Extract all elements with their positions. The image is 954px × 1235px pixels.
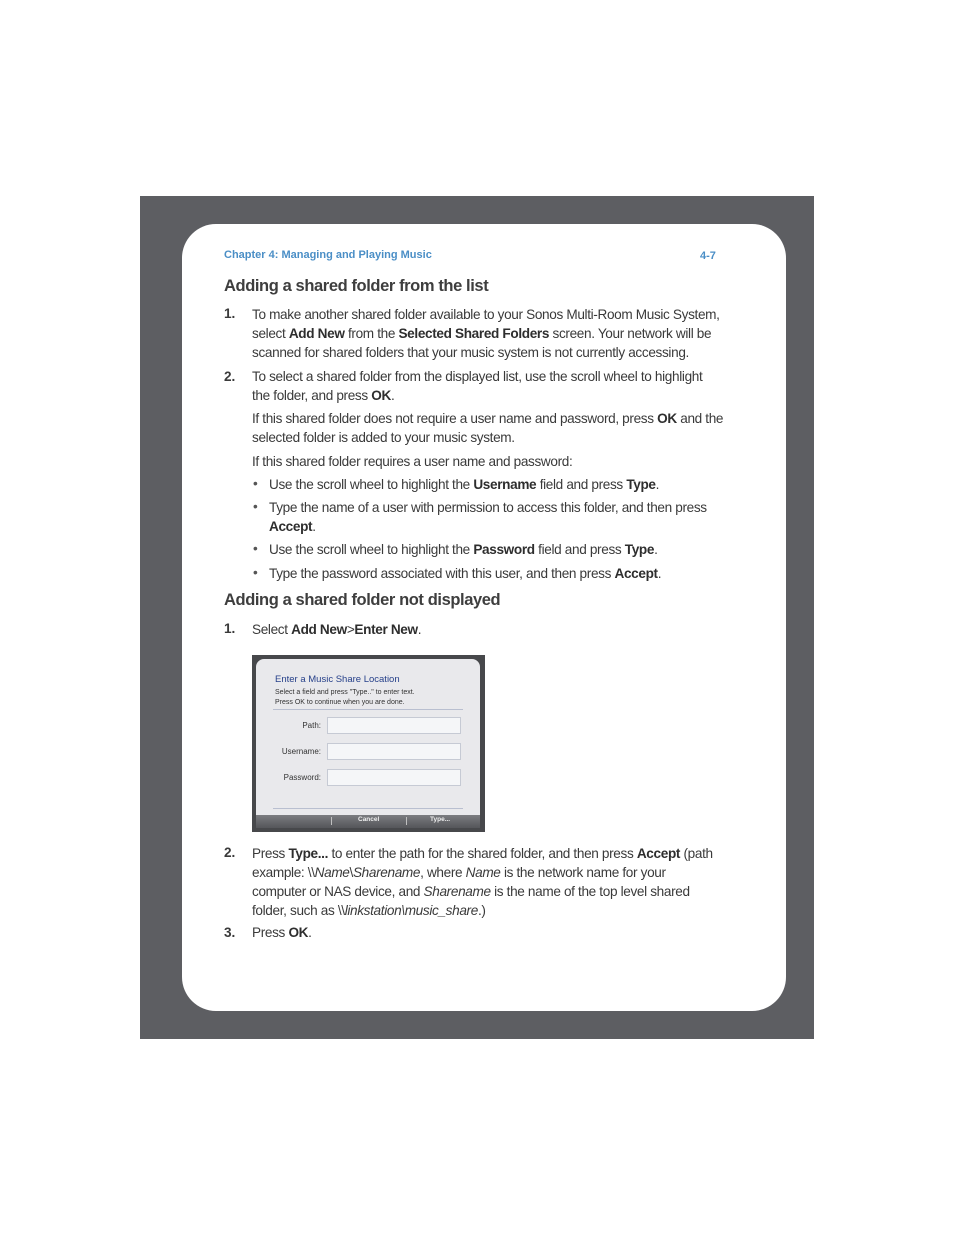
requires-password-paragraph: If this shared folder requires a user name and password:	[252, 454, 573, 469]
step-number: 2.	[224, 369, 236, 384]
dialog-divider	[273, 808, 463, 809]
bullet-item: Use the scroll wheel to highlight the Username field and press Type.	[269, 477, 660, 492]
bullet-item: Type the name of a user with permission to access this folder, and then press Accept.	[269, 500, 707, 534]
bullet-marker: •	[253, 499, 258, 514]
path-label: Path:	[302, 721, 321, 730]
bullet-item: Use the scroll wheel to highlight the Password field and press Type.	[269, 542, 658, 557]
dialog-instructions: Select a field and press "Type.." to enter text. Press OK to continue when you are done.	[275, 689, 415, 706]
path-field[interactable]	[327, 717, 461, 734]
username-label: Username:	[281, 747, 321, 756]
dialog-title: Enter a Music Share Location	[275, 674, 400, 685]
bullet-item: Type the password associated with this user, and then press Accept.	[269, 566, 662, 581]
dialog-window	[256, 659, 480, 823]
bullet-marker: •	[253, 541, 258, 556]
page-number: 4-7	[700, 250, 716, 262]
dialog-divider	[273, 709, 463, 710]
password-field[interactable]	[327, 769, 461, 786]
step-3-text: Press OK.	[252, 925, 312, 940]
bullet-marker: •	[253, 476, 258, 491]
cancel-button[interactable]: Cancel	[358, 816, 380, 823]
step-1-text: Select Add New>Enter New.	[252, 622, 422, 637]
step-number: 3.	[224, 925, 236, 940]
bullet-marker: •	[253, 565, 258, 580]
step-1-text: To make another shared folder available to your Sonos Multi-Room Music System, select Add New from the Selected Shared Folders screen. Your network will be scanned for shared folders that your music system is not currently accessing.	[252, 307, 720, 360]
dialog-button-bar	[256, 815, 480, 828]
type-button[interactable]: Type...	[430, 816, 451, 823]
button-separator	[331, 817, 332, 825]
username-field[interactable]	[327, 743, 461, 760]
chapter-header: Chapter 4: Managing and Playing Music	[224, 249, 432, 261]
step-number: 2.	[224, 845, 236, 860]
step-number: 1.	[224, 621, 236, 636]
section-heading-not-displayed: Adding a shared folder not displayed	[224, 591, 501, 609]
step-2-text: To select a shared folder from the displayed list, use the scroll wheel to highlight the folder, and press OK.	[252, 369, 703, 403]
step-number: 1.	[224, 306, 236, 321]
step-2-text: Press Type... to enter the path for the shared folder, and then press Accept (path example: \\Name\Sharename, where Name is the network name for your computer or NAS device, and Sharename is the name of the top level shared folder, such as \\linkstation\music_share.)	[252, 846, 713, 918]
password-label: Password:	[283, 773, 321, 782]
button-separator	[406, 817, 407, 825]
section-heading-from-list: Adding a shared folder from the list	[224, 277, 489, 295]
no-password-paragraph: If this shared folder does not require a user name and password, press OK and the selected folder is added to your music system.	[252, 411, 724, 445]
music-share-dialog-screenshot	[252, 655, 485, 832]
